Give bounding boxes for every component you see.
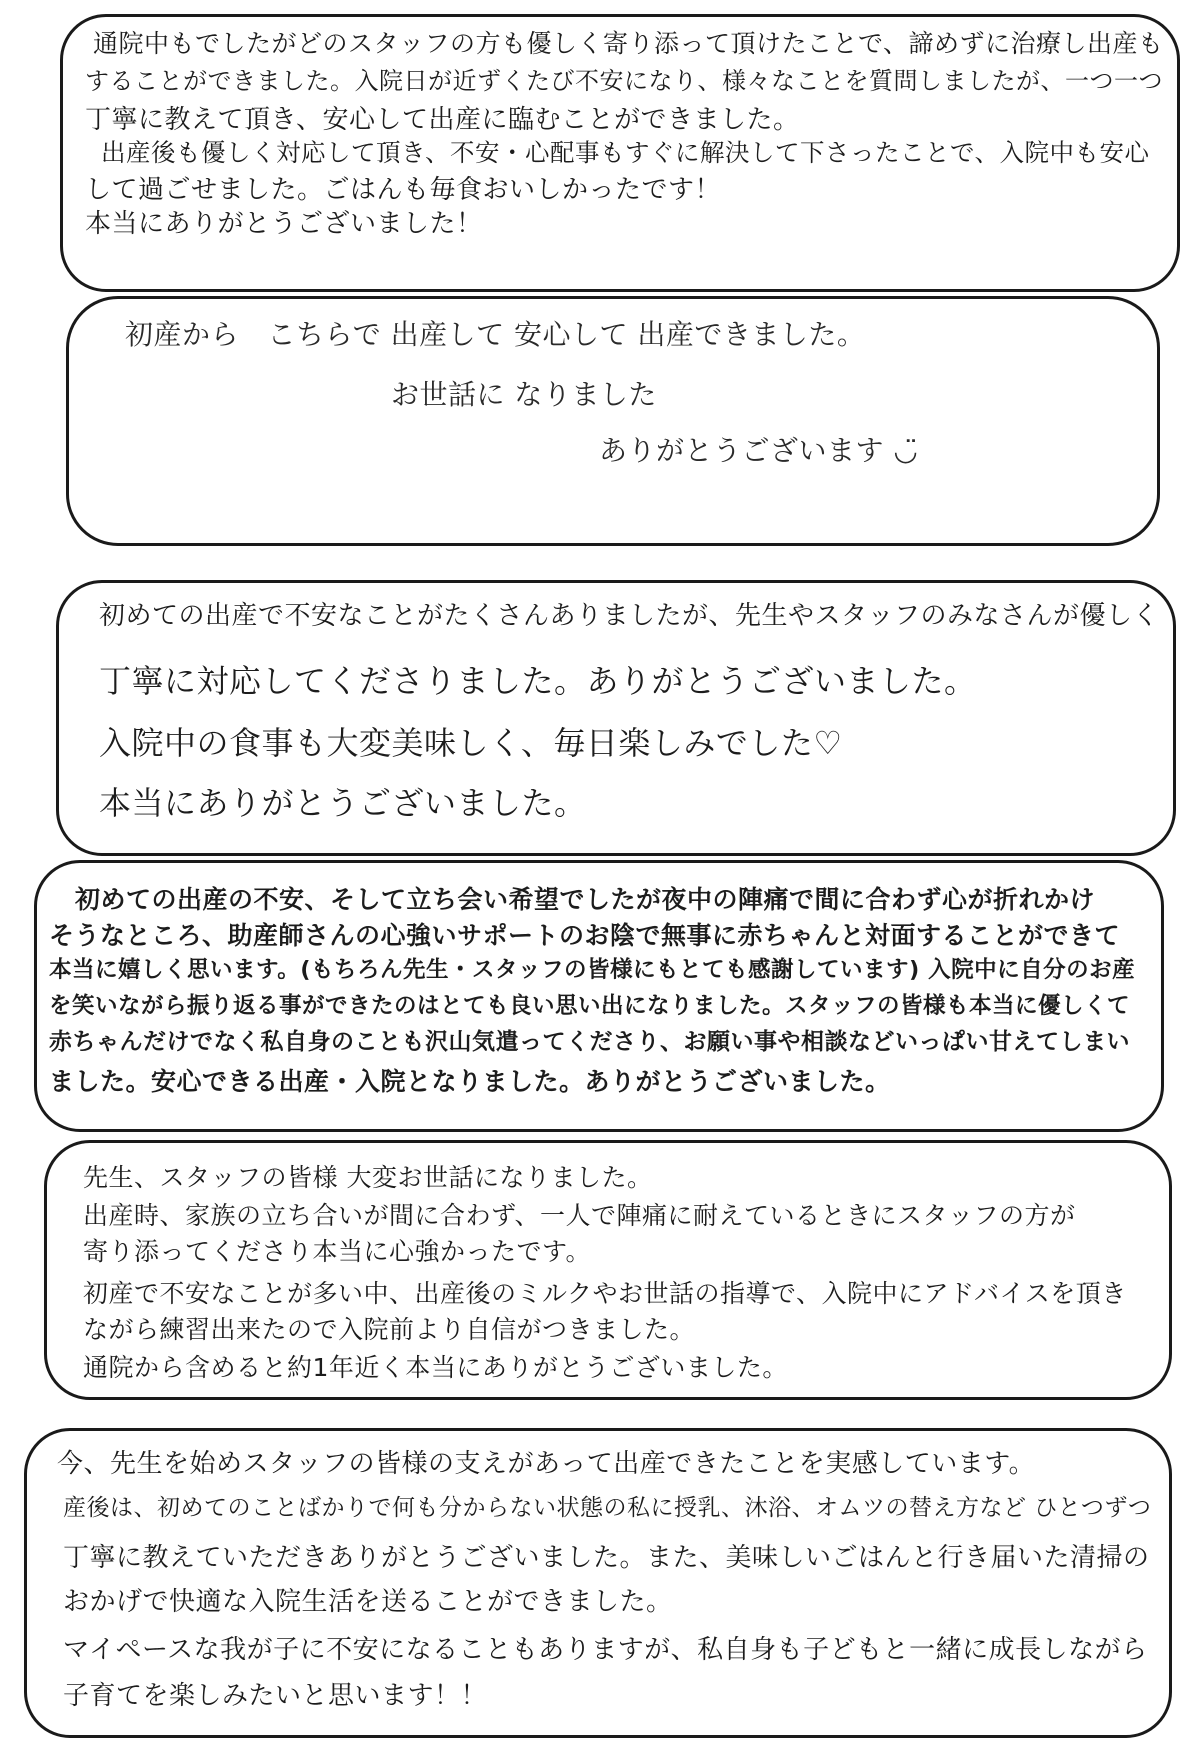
comment-2-line-1: 初産から こちらで 出産して 安心して 出産できました。 — [125, 318, 866, 351]
comment-1-line-6: 本当にありがとうございました！ — [85, 209, 483, 239]
comment-1-line-1: 通院中もでしたがどのスタッフの方も優しく寄り添って頂けたことで、諦めずに治療し出産も — [93, 29, 1164, 58]
comment-3-line-3: 入院中の食事も大変美味しく、毎日楽しみでした♡ — [99, 724, 843, 762]
comment-6-line-4: おかげで快適な入院生活を送ることができました。 — [63, 1587, 673, 1617]
comment-card-1 — [60, 14, 1180, 292]
comment-4-line-6: ました。安心できる出産・入院となりました。ありがとうございました。 — [49, 1067, 891, 1096]
comment-3-line-4: 本当にありがとうございました。 — [99, 784, 587, 822]
comment-5-line-3: 寄り添ってくださり本当に心強かったです。 — [83, 1237, 592, 1266]
comment-2-line-3: ありがとうございます ◡̈ — [599, 434, 919, 467]
comment-5-line-5: ながら練習出来たので入院前より自信がつきました。 — [83, 1315, 696, 1344]
comment-6-line-6: 子育てを楽しみたいと思います！！ — [63, 1681, 488, 1711]
comment-5-line-2: 出産時、家族の立ち合いが間に合わず、一人で陣痛に耐えているときにスタッフの方が — [83, 1201, 1076, 1230]
comment-4-line-4: を笑いながら振り返る事ができたのはとても良い思い出になりました。スタッフの皆様も本当に優しくて — [49, 993, 1131, 1019]
comment-4-line-2: そうなところ、助産師さんの心強いサポートのお陰で無事に赤ちゃんと対面することができて — [49, 921, 1121, 950]
comment-card-3 — [56, 580, 1176, 856]
comment-1-line-3: 丁寧に教えて頂き、安心して出産に臨むことができました。 — [85, 105, 800, 135]
comment-card-5 — [44, 1140, 1172, 1400]
comment-6-line-1: 今、先生を始めスタッフの皆様の支えがあって出産できたことを実感しています。 — [57, 1449, 1036, 1479]
comment-5-line-4: 初産で不安なことが多い中、出産後のミルクやお世話の指導で、入院中にアドバイスを頂き — [83, 1279, 1127, 1308]
comment-6-line-5: マイペースな我が子に不安になることもありますが、私自身も子どもと一緒に成長しながら — [63, 1635, 1148, 1665]
comment-5-line-6: 通院から含めると約1年近く本当にありがとうございました。 — [83, 1353, 788, 1382]
comment-4-line-1: 初めての出産の不安、そして立ち会い希望でしたが夜中の陣痛で間に合わず心が折れかけ — [75, 885, 1096, 914]
comment-6-line-3: 丁寧に教えていただきありがとうございました。また、美味しいごはんと行き届いた清掃の — [63, 1543, 1150, 1573]
comment-4-line-3: 本当に嬉しく思います。(もちろん先生・スタッフの皆様にもとても感謝しています) 入院中に自分のお産 — [49, 957, 1136, 983]
comment-1-line-5: して過ごせました。ごはんも毎食おいしかったです！ — [85, 175, 722, 205]
comment-card-2 — [66, 296, 1160, 546]
comment-6-line-2: 産後は、初めてのことばかりで何も分からない状態の私に授乳、沐浴、オムツの替え方など ひとつずつ — [63, 1495, 1152, 1521]
comment-4-line-5: 赤ちゃんだけでなく私自身のことも沢山気遣ってくださり、お願い事や相談などいっぱい甘えてしまい — [49, 1029, 1130, 1055]
comment-1-line-2: することができました。入院日が近ずくたび不安になり、様々なことを質問しましたが、一つ一つ — [85, 67, 1163, 95]
comment-card-6 — [24, 1428, 1172, 1738]
comment-3-line-2: 丁寧に対応してくださりました。ありがとうございました。 — [99, 662, 977, 700]
comment-2-line-2: お世話に なりました — [391, 378, 657, 411]
comment-1-line-4: 出産後も優しく対応して頂き、不安・心配事もすぐに解決して下さったことで、入院中も安心 — [101, 138, 1150, 167]
comment-3-line-1: 初めての出産で不安なことがたくさんありましたが、先生やスタッフのみなさんが優しく — [99, 601, 1160, 631]
comment-card-4 — [34, 860, 1164, 1132]
comment-5-line-1: 先生、スタッフの皆様 大変お世話になりました。 — [83, 1163, 653, 1192]
